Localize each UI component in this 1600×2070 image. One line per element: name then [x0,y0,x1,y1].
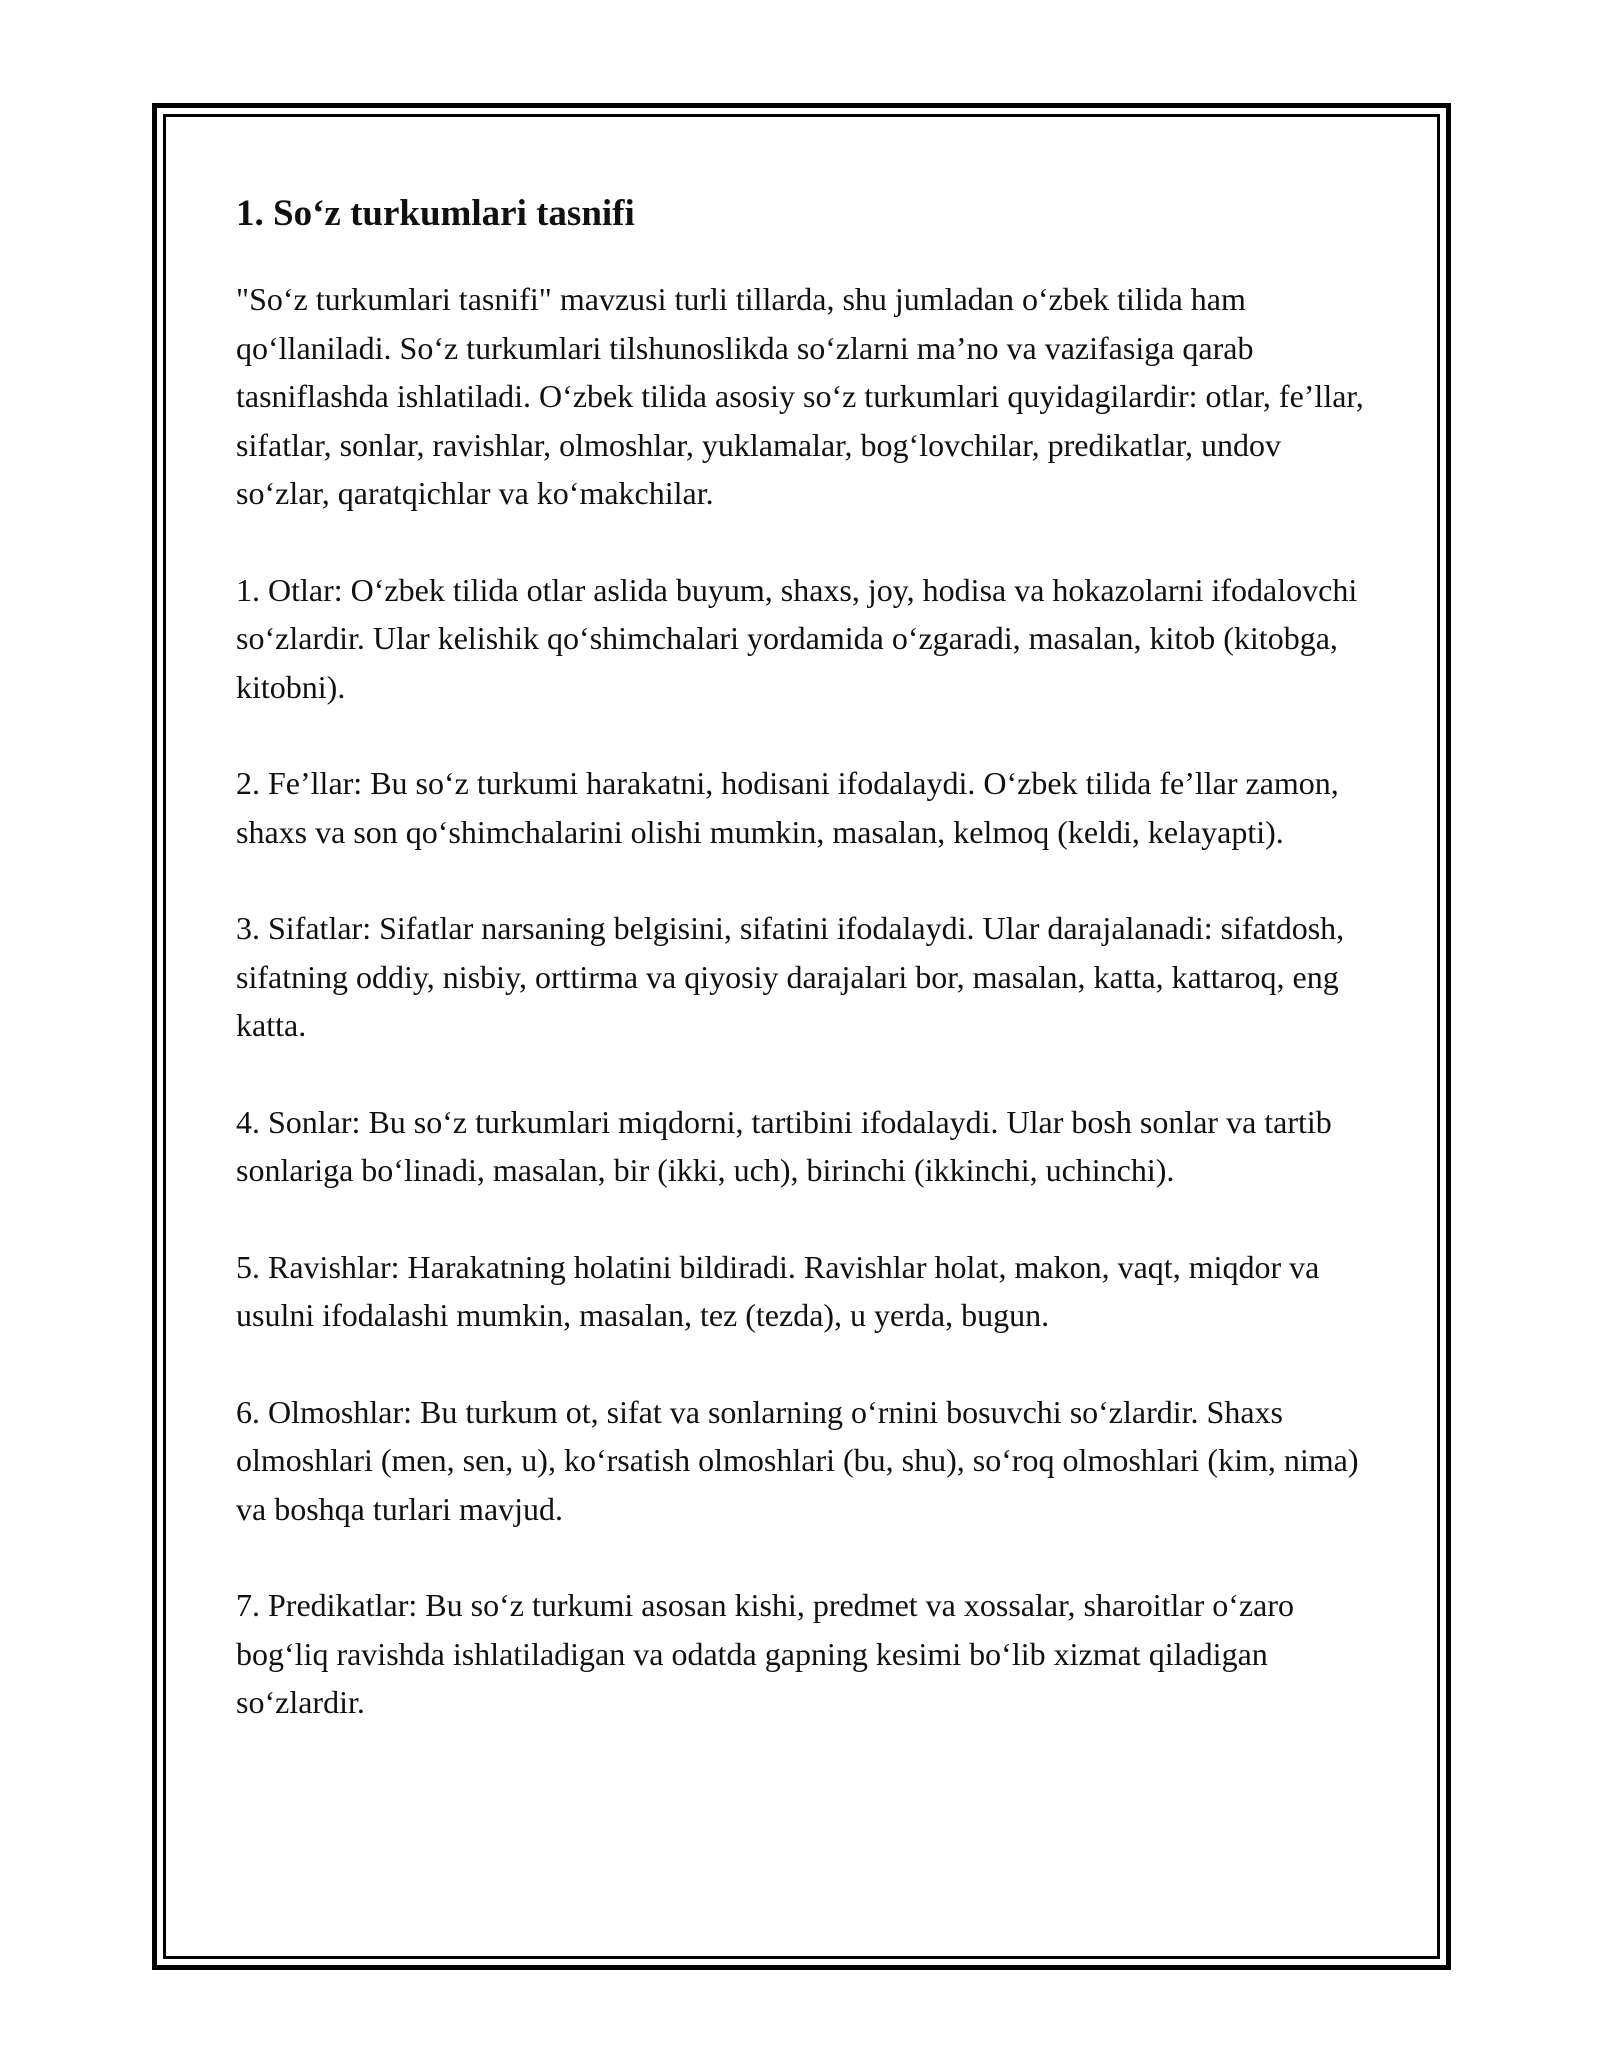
intro-paragraph: "So‘z turkumlari tasnifi" mavzusi turli tillarda, shu jumladan o‘zbek tilida ham qo‘llaniladi. So‘z turkumlari tilshunoslikda so‘zlarni ma’no va vazifasiga qarab tasniflashda ishlatiladi. O‘zbek tilida asosiy so‘z turkumlari quyidagilardir: otlar, fe’llar, sifatlar, sonlar, ravishlar, olmoshlar, yuklamalar, bog‘lovchilar, predikatlar, undov so‘zlar, qaratqichlar va ko‘makchilar. [236,281,1364,511]
paragraph-ravishlar: 5. Ravishlar: Harakatning holatini bildiradi. Ravishlar holat, makon, vaqt, miqdor va usulni ifodalashi mumkin, masalan, tez (tezda), u yerda, bugun. [236,1248,1320,1333]
document-title: 1. So‘z turkumlari tasnifi [236,193,635,234]
paragraph-predikatlar: 7. Predikatlar: Bu so‘z turkumi asosan kishi, predmet va xossalar, sharoitlar o‘zaro bog‘liq ravishda ishlatiladigan va odatda gapning kesimi bo‘lib xizmat qiladigan so‘zlardir. [236,1587,1294,1720]
paragraph-sonlar: 4. Sonlar: Bu so‘z turkumlari miqdorni, tartibini ifodalaydi. Ular bosh sonlar va tartib sonlariga bo‘linadi, masalan, bir (ikki, uch), birinchi (ikkinchi, uchinchi). [236,1103,1332,1188]
paragraph-sifatlar: 3. Sifatlar: Sifatlar narsaning belgisini, sifatini ifodalaydi. Ular darajalanadi: sifatdosh, sifatning oddiy, nisbiy, orttirma va qiyosiy darajalari bor, masalan, katta, kattaroq, eng katta. [236,910,1345,1043]
paragraph-fellar: 2. Fe’llar: Bu so‘z turkumi harakatni, hodisani ifodalaydi. O‘zbek tilida fe’llar zamon, shaxs va son qo‘shimchalarini olishi mumkin, masalan, kelmoq (keldi, kelayapti). [236,765,1339,850]
paragraph-olmoshlar: 6. Olmoshlar: Bu turkum ot, sifat va sonlarning o‘rnini bosuvchi so‘zlardir. Shaxs olmoshlari (men, sen, u), ko‘rsatish olmoshlari (bu, shu), so‘roq olmoshlari (kim, nima) va boshqa turlari mavjud. [236,1393,1359,1527]
paragraph-otlar: 1. Otlar: O‘zbek tilida otlar aslida buyum, shaxs, joy, hodisa va hokazolarni ifodalovchi so‘zlardir. Ular kelishik qo‘shimchalari yordamida o‘zgaradi, masalan, kitob (kitobga, kitobni). [236,571,1358,705]
document-body [236,186,1376,1775]
